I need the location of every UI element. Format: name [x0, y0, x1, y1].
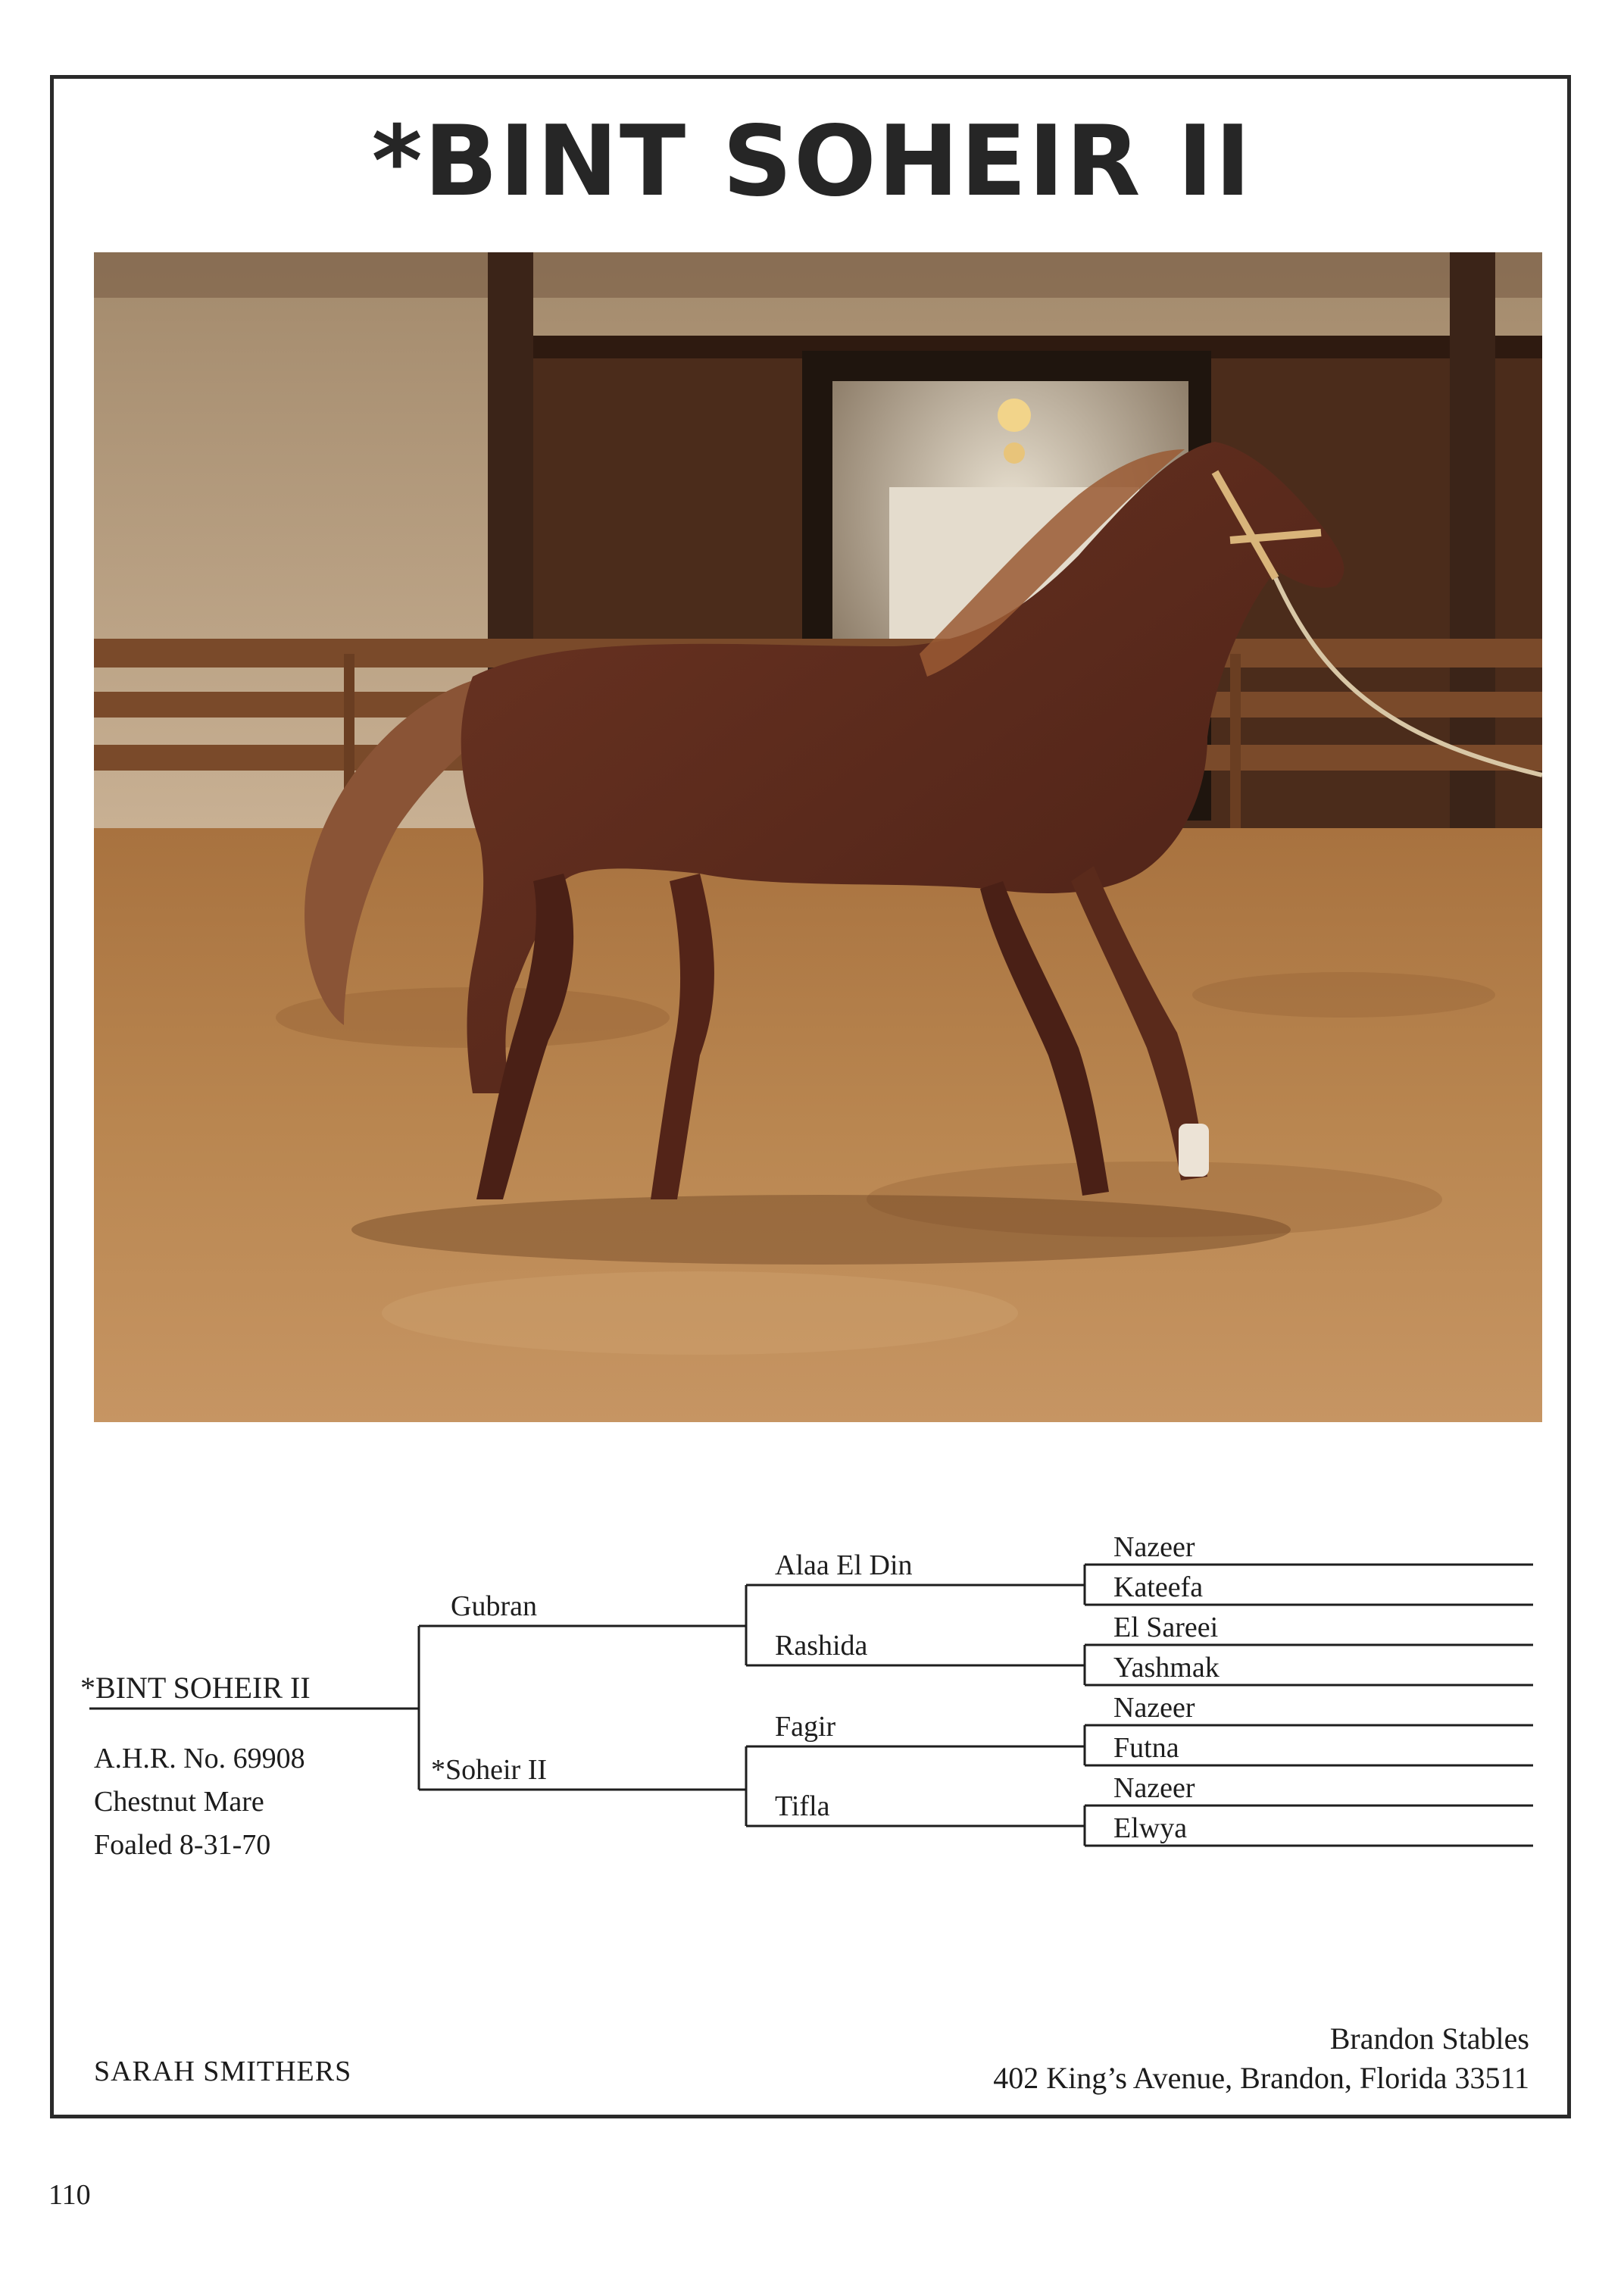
- great-grandparent-2: Kateefa: [1113, 1571, 1204, 1603]
- great-grandparent-1: Nazeer: [1113, 1531, 1195, 1563]
- registration-number: A.H.R. No. 69908: [94, 1743, 305, 1774]
- sire-sire-name: Alaa El Din: [775, 1549, 913, 1581]
- great-grandparent-8: Elwya: [1113, 1812, 1188, 1844]
- farm-block: [993, 2019, 1529, 2098]
- dam-dam-name: Tifla: [775, 1790, 830, 1822]
- sire-name: Gubran: [451, 1590, 537, 1622]
- great-grandparent-7: Nazeer: [1113, 1772, 1195, 1804]
- page-number: 110: [48, 2179, 91, 2211]
- page-title: *BINT SOHEIR II: [371, 105, 1253, 218]
- owner-name: SARAH SMITHERS: [94, 2056, 352, 2087]
- foaled-date: Foaled 8-31-70: [94, 1829, 271, 1861]
- dam-name: *Soheir II: [431, 1754, 548, 1786]
- color-sex: Chestnut Mare: [94, 1786, 264, 1818]
- great-grandparent-4: Yashmak: [1113, 1652, 1220, 1684]
- farm-name: Brandon Stables: [1329, 2021, 1529, 2056]
- dam-sire-name: Fagir: [775, 1711, 836, 1743]
- great-grandparent-6: Futna: [1113, 1732, 1179, 1764]
- horse-details: [94, 1737, 305, 1867]
- farm-address: 402 King’s Avenue, Brandon, Florida 33511: [993, 2061, 1529, 2095]
- great-grandparent-5: Nazeer: [1113, 1692, 1195, 1724]
- pedigree-subject-name: *BINT SOHEIR II: [80, 1671, 311, 1705]
- sire-dam-name: Rashida: [775, 1630, 868, 1662]
- great-grandparent-3: El Sareei: [1113, 1612, 1219, 1643]
